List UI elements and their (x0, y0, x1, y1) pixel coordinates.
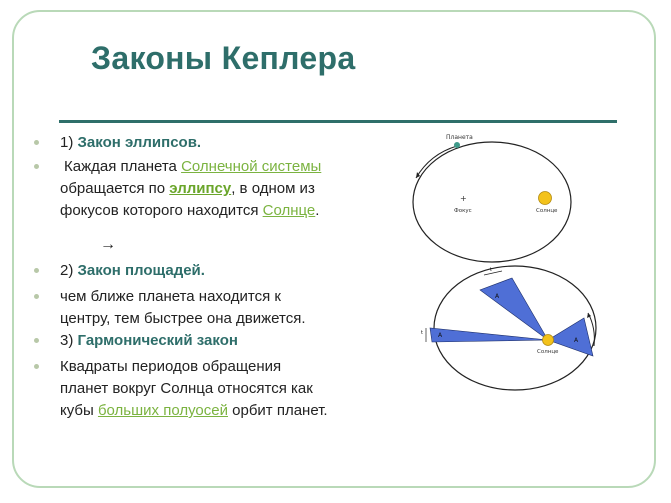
sun-dot (543, 335, 554, 346)
time-label: t (421, 330, 423, 336)
law1-text-part: фокусов которого находится (60, 202, 263, 219)
arrow-symbol: → (100, 236, 116, 253)
law2-name: Закон площадей. (77, 262, 205, 279)
law3-text-part: орбит планет. (227, 402, 328, 419)
law2-text-line1: чем ближе планета находится к (60, 288, 281, 305)
bullet-dot (34, 164, 39, 169)
law3-text-line2: планет вокруг Солнца относятся как (60, 380, 313, 397)
planet-label: Планета (446, 134, 473, 141)
law2-text-line2: центру, тем быстрее она движется. (60, 310, 306, 327)
link-ellipse[interactable]: эллипсу (169, 180, 232, 197)
planet-dot (454, 142, 460, 148)
sun-label: Солнце (537, 349, 559, 355)
law1-text-part: обращается по (60, 180, 170, 197)
ellipse-diagram (413, 134, 571, 262)
time-marker (484, 271, 502, 275)
law1-text-part: Каждая планета (64, 158, 182, 175)
slide-title: Законы Кеплера (91, 40, 356, 76)
time-label: t (490, 267, 492, 273)
law1-text-part: . (315, 202, 320, 219)
area-label: A (495, 293, 500, 300)
bullet-dot (34, 364, 39, 369)
law3-name: Гармонический закон (77, 332, 238, 349)
sun-label: Солнце (536, 208, 558, 214)
link-sun[interactable]: Солнце (262, 202, 316, 219)
area-sector-top (480, 278, 548, 340)
law2-number: 2) (60, 262, 78, 279)
link-solar-system[interactable]: Солнечной системы (181, 158, 322, 175)
law3-text-line1: Квадраты периодов обращения (60, 358, 282, 375)
law3-text-part: кубы (60, 402, 98, 419)
bullet-dot (34, 268, 39, 273)
focus-mark-icon: + (460, 194, 467, 203)
title-divider (59, 120, 617, 123)
kepler-diagrams (410, 130, 620, 400)
bullet-dot (34, 294, 39, 299)
law3-number: 3) (60, 332, 78, 349)
link-semi-major-axes[interactable]: больших полуосей (97, 402, 228, 419)
area-sector-left (430, 328, 548, 342)
area-label: A (574, 337, 579, 344)
law1-text-part: , в одном из (231, 180, 315, 197)
focus-label: Фокус (454, 208, 472, 214)
bullet-dot (34, 140, 39, 145)
law1-name: Закон эллипсов. (77, 134, 202, 151)
bullet-dot (34, 338, 39, 343)
area-law-diagram (421, 266, 596, 390)
area-label: A (438, 332, 443, 339)
sun-dot (539, 192, 552, 205)
law1-number: 1) (60, 134, 78, 151)
